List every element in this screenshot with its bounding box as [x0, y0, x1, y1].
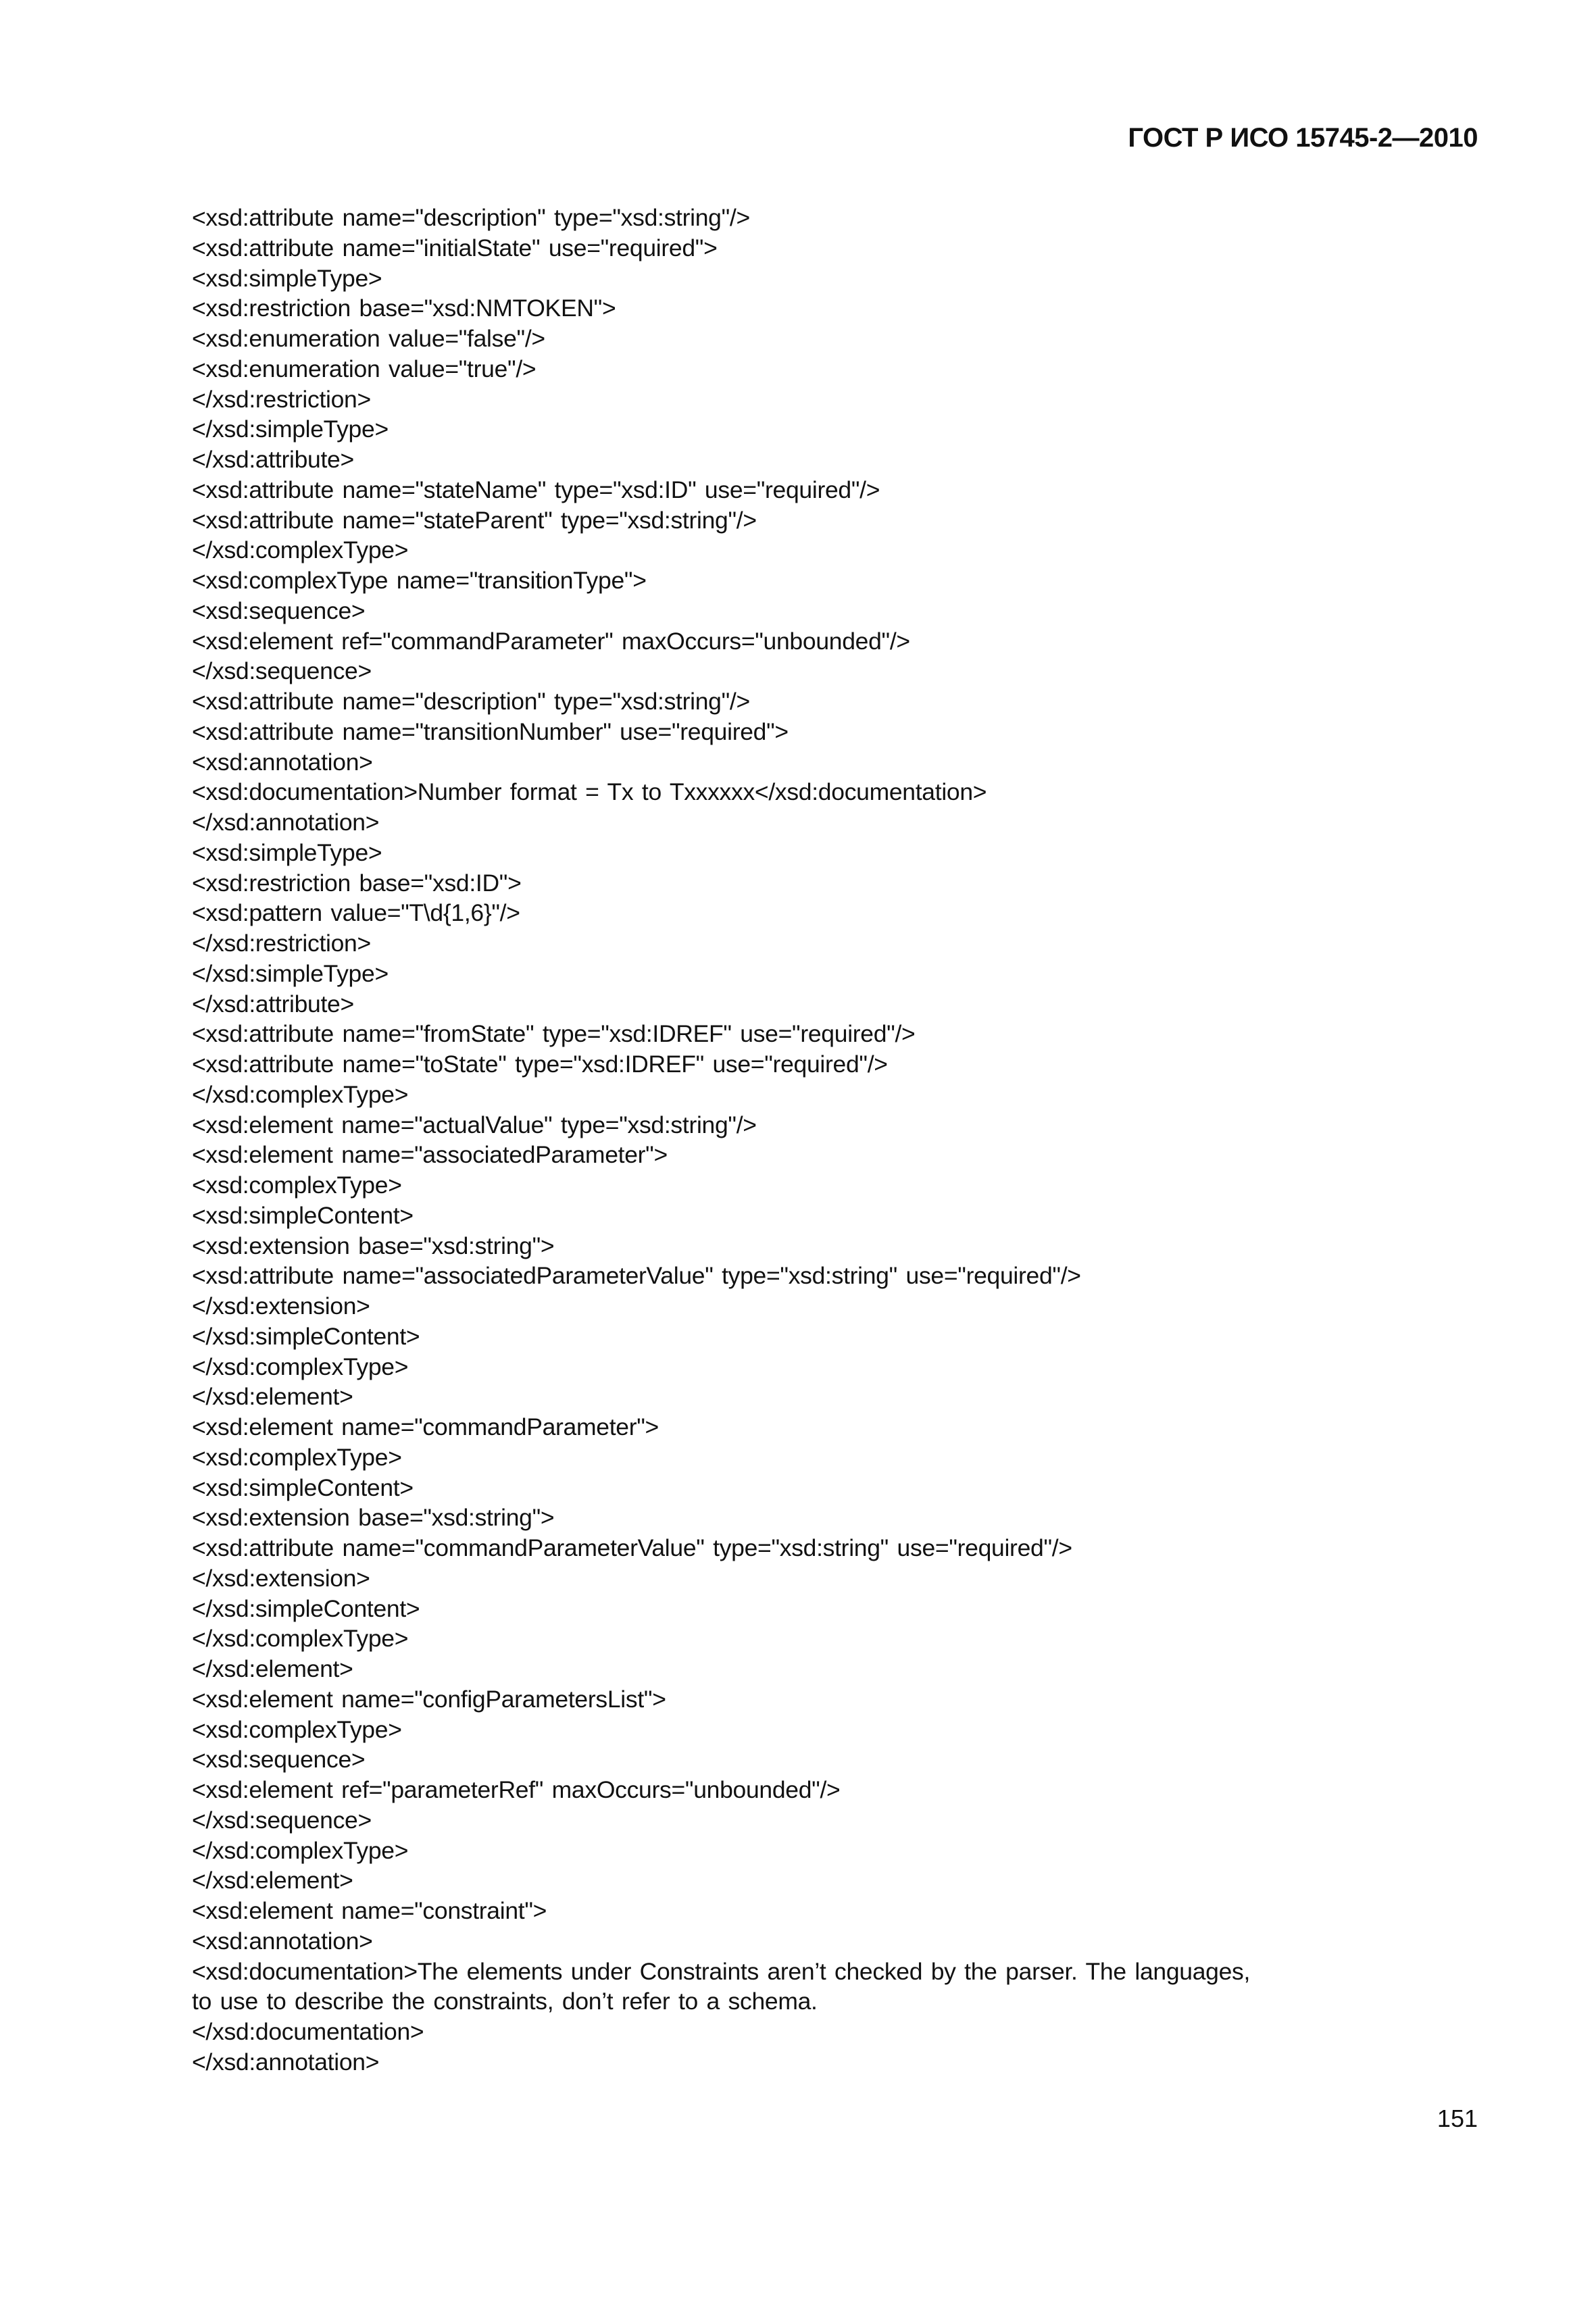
code-line: <xsd:element name="associatedParameter"> [192, 1141, 668, 1169]
code-line: <xsd:attribute name="description" type="xsd:string"/> [192, 688, 750, 715]
code-line: <xsd:attribute name="description" type="xsd:string"/> [192, 204, 750, 231]
code-line: <xsd:attribute name="initialState" use="required"> [192, 234, 718, 261]
code-line: </xsd:simpleContent> [192, 1322, 420, 1350]
code-line: <xsd:element name="configParametersList"> [192, 1685, 666, 1713]
code-line: </xsd:simpleContent> [192, 1594, 420, 1622]
document-header: ГОСТ Р ИСО 15745-2—2010 [1128, 123, 1478, 153]
code-line: to use to describe the constraints, don’t refer to a schema. [192, 1988, 818, 2015]
code-line: </xsd:extension> [192, 1292, 370, 1319]
code-line: <xsd:attribute name="associatedParameterValue" type="xsd:string" use="required"/> [192, 1262, 1081, 1290]
code-line: <xsd:attribute name="stateParent" type="xsd:string"/> [192, 506, 757, 534]
code-line: </xsd:sequence> [192, 657, 372, 685]
code-line: <xsd:extension base="xsd:string"> [192, 1504, 555, 1532]
code-line: <xsd:annotation> [192, 748, 373, 776]
code-line: </xsd:element> [192, 1383, 353, 1411]
code-line: <xsd:simpleContent> [192, 1474, 414, 1501]
xsd-code-listing [192, 203, 1250, 2078]
code-line: <xsd:pattern value="T\d{1,6}"/> [192, 899, 520, 927]
code-line: </xsd:annotation> [192, 2048, 380, 2076]
code-line: <xsd:complexType name="transitionType"> [192, 567, 647, 594]
code-line: </xsd:complexType> [192, 1836, 409, 1864]
code-line: <xsd:element name="constraint"> [192, 1897, 547, 1924]
code-line: </xsd:extension> [192, 1564, 370, 1592]
code-line: <xsd:attribute name="stateName" type="xsd:ID" use="required"/> [192, 476, 880, 503]
code-line: <xsd:element name="commandParameter"> [192, 1413, 659, 1440]
code-line: <xsd:restriction base="xsd:ID"> [192, 869, 522, 897]
code-line: </xsd:complexType> [192, 1625, 409, 1653]
code-line: <xsd:simpleType> [192, 264, 382, 292]
code-line: <xsd:complexType> [192, 1715, 402, 1743]
code-line: </xsd:complexType> [192, 1080, 409, 1108]
code-line: <xsd:attribute name="fromState" type="xsd:IDREF" use="required"/> [192, 1020, 916, 1048]
code-line: <xsd:sequence> [192, 1746, 366, 1774]
code-line: <xsd:attribute name="toState" type="xsd:IDREF" use="required"/> [192, 1051, 888, 1078]
code-line: </xsd:restriction> [192, 385, 371, 413]
code-line: </xsd:element> [192, 1655, 353, 1682]
code-line: </xsd:annotation> [192, 809, 380, 836]
code-line: <xsd:enumeration value="true"/> [192, 355, 537, 382]
code-line: </xsd:attribute> [192, 990, 354, 1017]
code-line: <xsd:documentation>The elements under Constraints aren’t checked by the parser. The languages, [192, 1957, 1251, 1985]
code-line: </xsd:complexType> [192, 536, 409, 564]
code-line: <xsd:attribute name="commandParameterValue" type="xsd:string" use="required"/> [192, 1534, 1072, 1561]
code-line: </xsd:documentation> [192, 2018, 424, 2045]
code-line: <xsd:sequence> [192, 597, 366, 624]
code-line: <xsd:element ref="parameterRef" maxOccurs="unbounded"/> [192, 1776, 841, 1803]
code-line: </xsd:attribute> [192, 446, 354, 473]
code-line: </xsd:simpleType> [192, 959, 389, 987]
code-line: </xsd:sequence> [192, 1806, 372, 1834]
code-line: </xsd:complexType> [192, 1353, 409, 1380]
code-line: </xsd:simpleType> [192, 416, 389, 443]
code-line: </xsd:restriction> [192, 930, 371, 957]
code-line: <xsd:enumeration value="false"/> [192, 325, 545, 352]
page-number: 151 [1437, 2105, 1478, 2132]
code-line: <xsd:complexType> [192, 1172, 402, 1199]
code-line: <xsd:simpleType> [192, 838, 382, 866]
code-line: <xsd:extension base="xsd:string"> [192, 1232, 555, 1259]
code-line: <xsd:documentation>Number format = Tx to Txxxxxx</xsd:documentation> [192, 778, 987, 806]
code-line: <xsd:element ref="commandParameter" maxOccurs="unbounded"/> [192, 627, 910, 655]
code-line: </xsd:element> [192, 1867, 353, 1894]
code-line: <xsd:complexType> [192, 1443, 402, 1471]
code-line: <xsd:simpleContent> [192, 1201, 414, 1229]
code-line: <xsd:restriction base="xsd:NMTOKEN"> [192, 295, 616, 322]
code-line: <xsd:element name="actualValue" type="xsd:string"/> [192, 1111, 757, 1138]
code-line: <xsd:annotation> [192, 1927, 373, 1955]
code-line: <xsd:attribute name="transitionNumber" use="required"> [192, 718, 789, 745]
